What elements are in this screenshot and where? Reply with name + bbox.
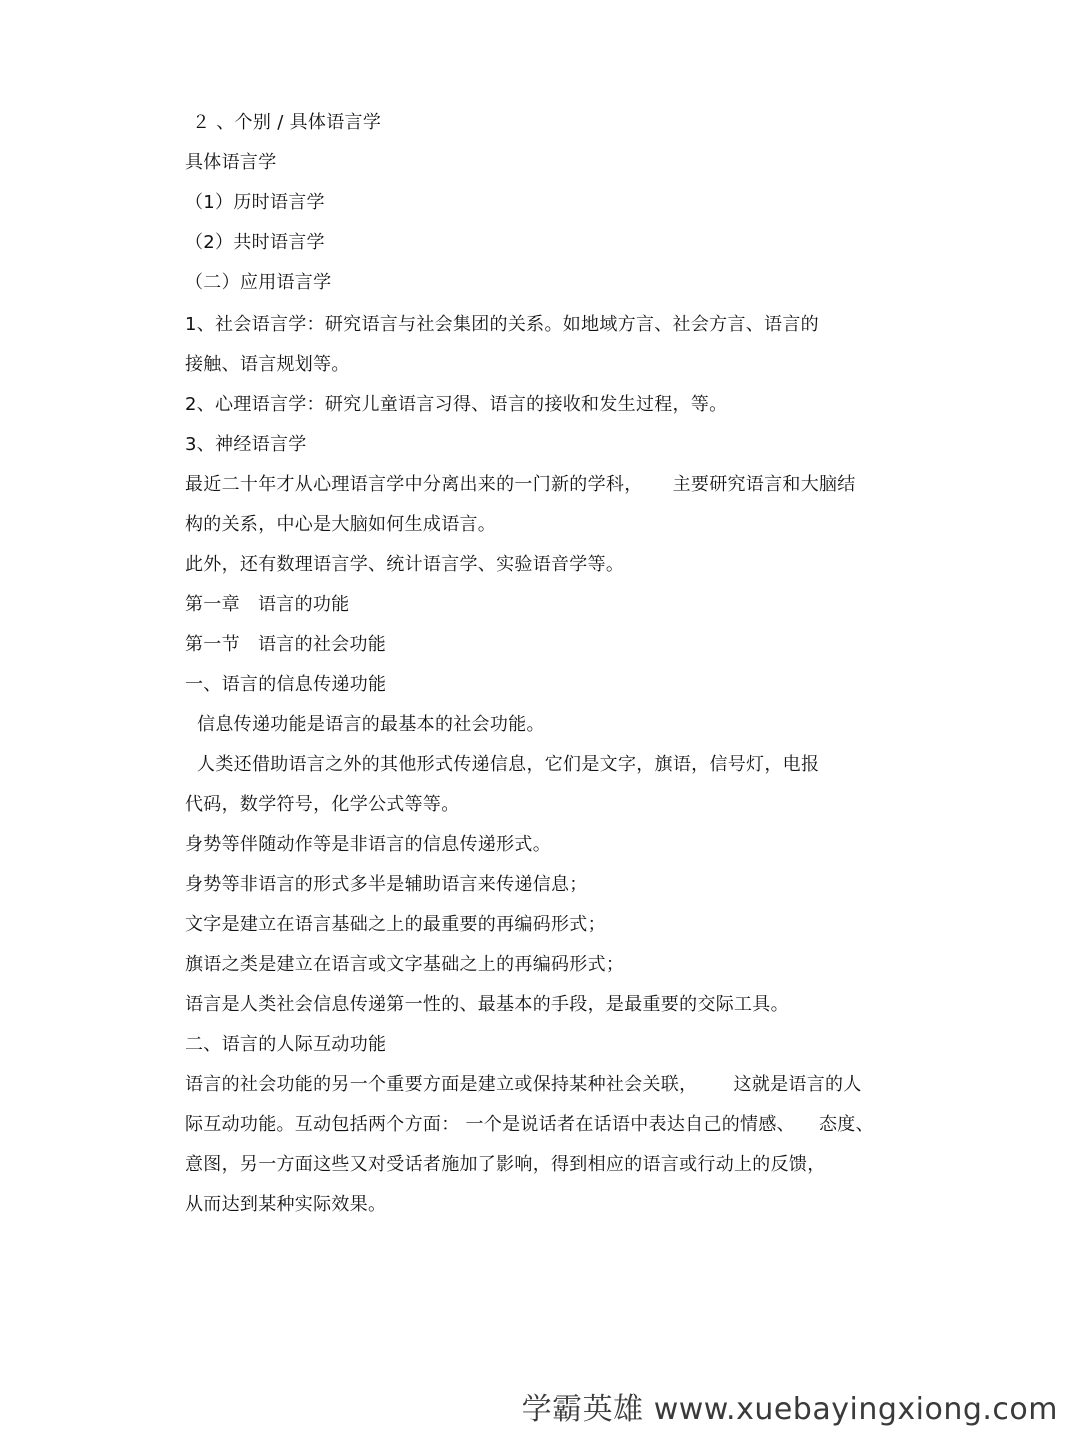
text-line: 最近二十年才从心理语言学中分离出来的一门新的学科， 主要研究语言和大脑结 — [185, 474, 856, 495]
text-line: 一、语言的信息传递功能 — [185, 674, 387, 695]
text-line: 文字是建立在语言基础之上的最重要的再编码形式； — [185, 914, 606, 935]
text-line: 身势等伴随动作等是非语言的信息传递形式。 — [185, 834, 551, 855]
text-line: 具体语言学 — [185, 152, 277, 173]
text-line: 语言是人类社会信息传递第一性的、最基本的手段，是最重要的交际工具。 — [185, 994, 789, 1015]
text-line: 代码，数学符号，化学公式等等。 — [185, 794, 460, 815]
text-line: ２ 、个别 / 具体语言学 — [192, 112, 382, 133]
text-line: 此外，还有数理语言学、统计语言学、实验语音学等。 — [185, 554, 625, 575]
text-line: 二、语言的人际互动功能 — [185, 1034, 387, 1055]
text-line: 构的关系，中心是大脑如何生成语言。 — [185, 514, 497, 535]
text-line: 第一章 语言的功能 — [185, 594, 350, 615]
text-line: （1）历时语言学 — [185, 192, 325, 213]
text-line: 际互动功能。互动包括两个方面： 一个是说话者在话语中表达自己的情感、 态度、 — [185, 1114, 874, 1135]
text-line: 意图，另一方面这些又对受话者施加了影响，得到相应的语言或行动上的反馈， — [185, 1154, 826, 1175]
text-line: 人类还借助语言之外的其他形式传递信息，它们是文字，旗语，信号灯，电报 — [185, 754, 820, 775]
text-line: （二）应用语言学 — [185, 272, 332, 293]
text-line: （2）共时语言学 — [185, 232, 325, 253]
text-line: 旗语之类是建立在语言或文字基础之上的再编码形式； — [185, 954, 625, 975]
text-line: 3、神经语言学 — [185, 434, 307, 455]
watermark: 学霸英雄 www.xuebayingxiong.com — [521, 1392, 1058, 1427]
text-line: 信息传递功能是语言的最基本的社会功能。 — [185, 714, 545, 735]
text-line: 1、社会语言学：研究语言与社会集团的关系。如地域方言、社会方言、语言的 — [185, 314, 819, 335]
text-line: 第一节 语言的社会功能 — [185, 634, 387, 655]
text-line: 2、心理语言学：研究儿童语言习得、语言的接收和发生过程，等。 — [185, 394, 728, 415]
text-line: 接触、语言规划等。 — [185, 354, 350, 375]
text-line: 从而达到某种实际效果。 — [185, 1194, 387, 1215]
text-line: 身势等非语言的形式多半是辅助语言来传递信息； — [185, 874, 588, 895]
text-line: 语言的社会功能的另一个重要方面是建立或保持某种社会关联， 这就是语言的人 — [185, 1074, 862, 1095]
